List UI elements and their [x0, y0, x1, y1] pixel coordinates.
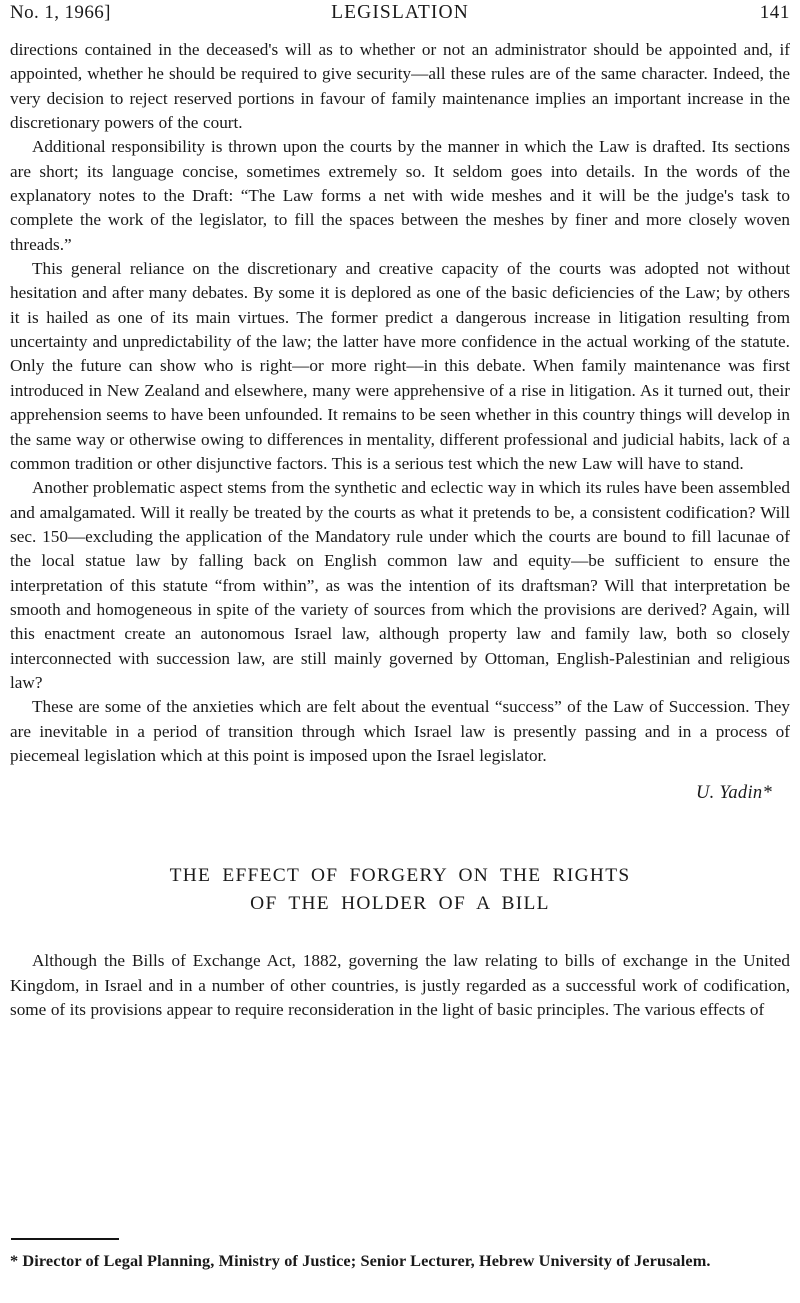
article-title-line-2: OF THE HOLDER OF A BILL	[250, 893, 550, 915]
paragraph-continuation: directions contained in the deceased's will as to whether or not an administrator should be appointed and, if appointed, whether he should be required to give security—all these rules are of the same character. Indeed, the very decision to reject reserved portions in favour of family maintenance implies an important increase in the discretionary powers of the court.	[10, 40, 790, 133]
article-title-line-1: THE EFFECT OF FORGERY ON THE RIGHTS	[169, 865, 631, 887]
paragraph: Additional responsibility is thrown upon the courts by the manner in which the Law is drafted. Its sections are short; its language concise, sometimes extremely so. It seldom goes into details. In the words of the explanatory notes to the Draft: “The Law forms a net with wide meshes and it will be the judge's task to complete the work of the legislator, to fill the spaces between the meshes by finer and more closely woven threads.”	[10, 137, 790, 254]
footnote-zone	[10, 1238, 790, 1272]
running-head	[10, 2, 790, 28]
article-opening	[10, 918, 790, 1022]
running-head-section-title: LEGISLATION	[331, 2, 469, 23]
footnote-separator-rule	[11, 1238, 119, 1240]
paragraph: Another problematic aspect stems from the synthetic and eclectic way in which its rules have been assembled and amalgamated. Will it really be treated by the courts as what it pretends to be, a consistent codification? Will sec. 150—excluding the application of the Mandatory rule under which the courts are bound to fill lacunae of the local statue law by falling back on English common law and equity—be sufficient to ensure the interpretation of this statute “from within”, as was the intention of its draftsman? Will that interpretation be smooth and homogeneous in spite of the variety of sources from which the provisions are derived? Again, will this enactment create an autonomous Israel law, although property law and family law, both so closely interconnected with succession law, are still mainly governed by Ottoman, English-Palestinian and religious law?	[10, 478, 790, 692]
article-title	[10, 805, 790, 918]
footnote	[10, 1249, 790, 1272]
footnote-marker: *	[10, 1251, 19, 1270]
paragraph: Although the Bills of Exchange Act, 1882, governing the law relating to bills of exchange in the United Kingdom, in Israel and in a number of other countries, is justly regarded as a successful work of codification, some of its provisions appear to require reconsideration in the light of basic principles. The various effects of	[10, 951, 790, 1019]
page-body	[10, 38, 790, 1022]
paragraph: This general reliance on the discretionary and creative capacity of the courts was adopted not without hesitation and after many debates. By some it is deplored as one of the basic deficiencies of the Law; by others it is hailed as one of its main virtues. The former predict a dangerous increase in litigation resulting from uncertainty and unpredictability of the law; the latter have more confidence in the actual working of the statute. Only the future can show who is right—or more right—in this debate. When family maintenance was first introduced in New Zealand and elsewhere, many were apprehensive of a rise in litigation. As it turned out, their apprehension seems to have been unfounded. It remains to be seen whether in this country things will develop in the same way or otherwise owing to differences in mentality, different professional and judicial habits, lack of a common tradition or other disjunctive factors. This is a serious test which the new Law will have to stand.	[10, 259, 790, 473]
page-number: 141	[759, 2, 790, 23]
paragraph: These are some of the anxieties which are felt about the eventual “success” of the Law of Succession. They are inevitable in a period of transition through which Israel law is presently passing and in a process of piecemeal legislation which at this point is imposed upon the Israel legislator.	[10, 697, 790, 765]
running-head-issue: No. 1, 1966]	[10, 2, 111, 23]
footnote-text: Director of Legal Planning, Ministry of Justice; Senior Lecturer, Hebrew University of Jerusalem.	[22, 1251, 711, 1270]
author-signature: U. Yadin*	[695, 783, 772, 804]
